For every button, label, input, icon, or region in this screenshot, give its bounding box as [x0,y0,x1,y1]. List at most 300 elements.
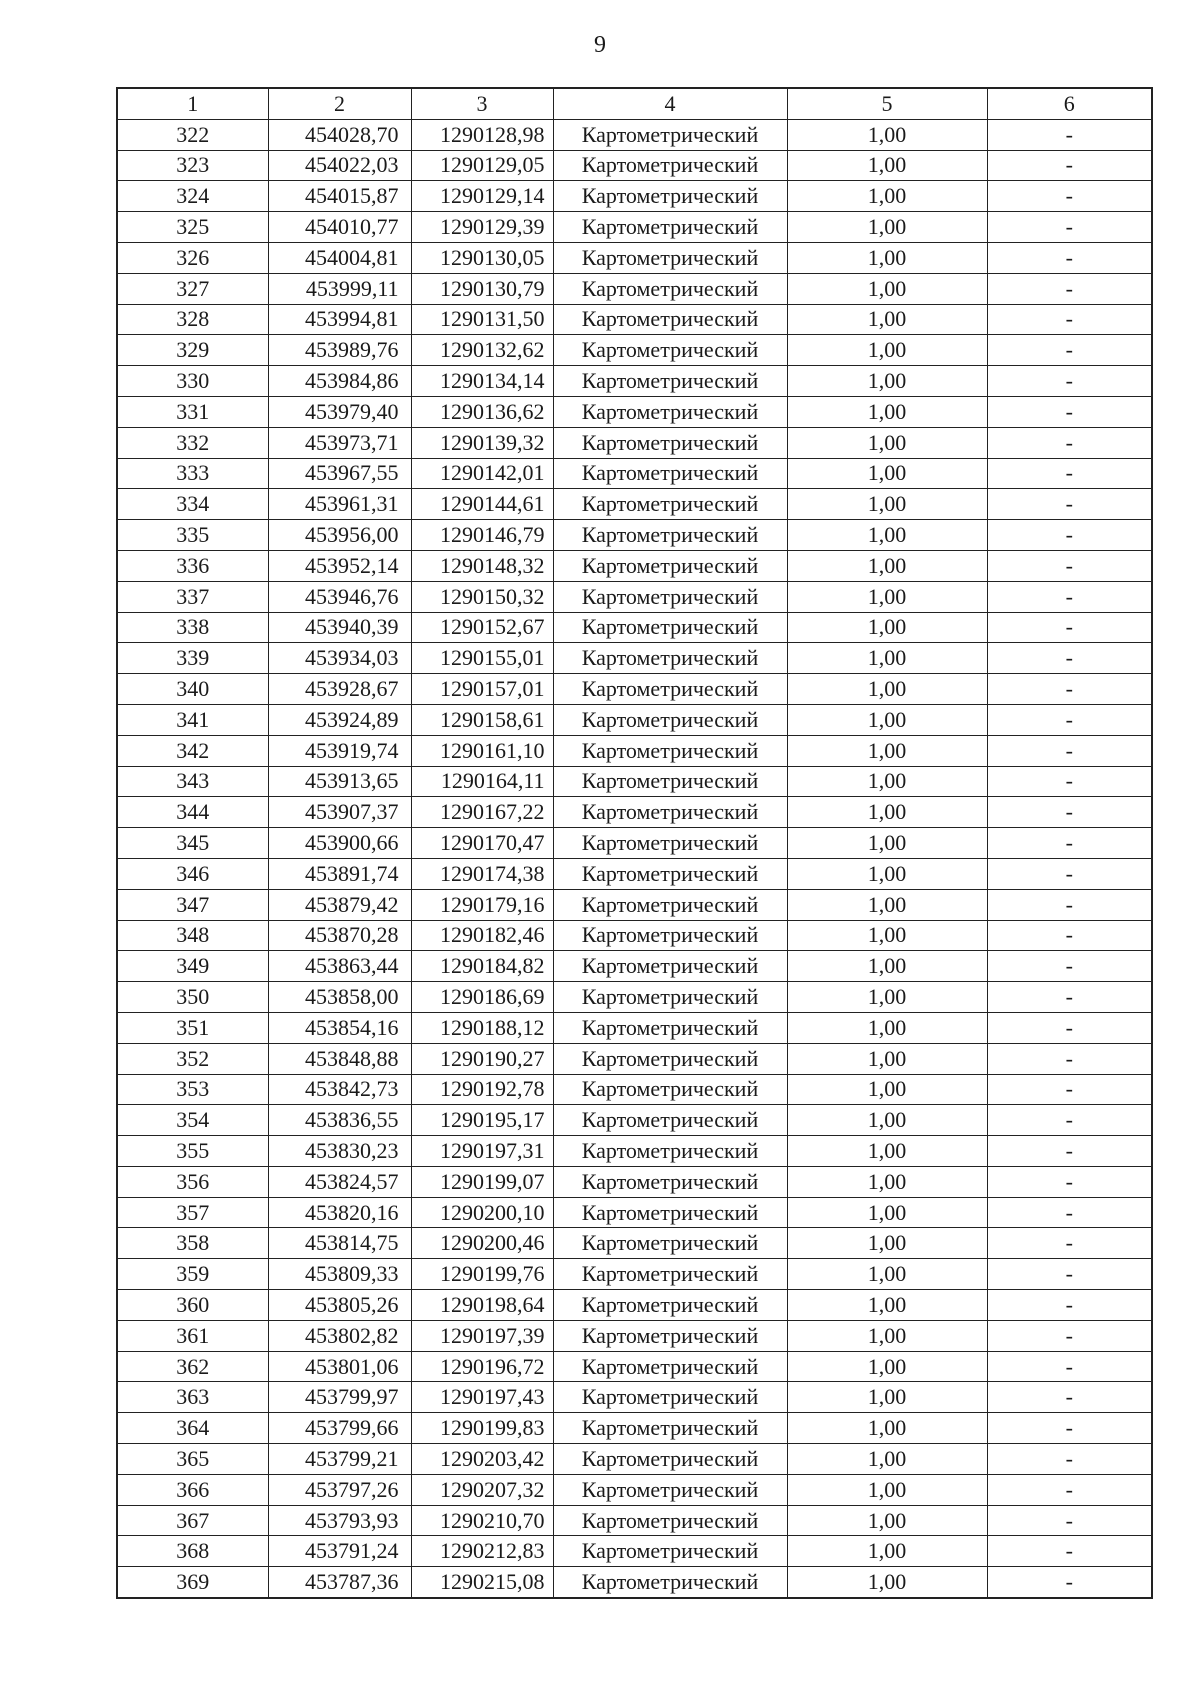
point-number-cell: 333 [117,458,268,489]
point-number-cell: 352 [117,1043,268,1074]
table-row [117,550,1152,581]
note-cell: - [987,889,1152,920]
table-row [117,643,1152,674]
x-coordinate-cell: 453984,86 [268,366,411,397]
accuracy-cell: 1,00 [787,766,987,797]
note-cell: - [987,581,1152,612]
point-number-cell: 364 [117,1413,268,1444]
table-row [117,1536,1152,1567]
y-coordinate-cell: 1290192,78 [411,1074,553,1105]
table-row [117,520,1152,551]
accuracy-cell: 1,00 [787,458,987,489]
accuracy-cell: 1,00 [787,735,987,766]
method-cell: Картометрический [553,304,787,335]
x-coordinate-cell: 453879,42 [268,889,411,920]
accuracy-cell: 1,00 [787,1197,987,1228]
table-row [117,858,1152,889]
y-coordinate-cell: 1290129,14 [411,181,553,212]
table-row [117,982,1152,1013]
y-coordinate-cell: 1290148,32 [411,550,553,581]
point-number-cell: 344 [117,797,268,828]
x-coordinate-cell: 453900,66 [268,828,411,859]
y-coordinate-cell: 1290197,39 [411,1320,553,1351]
y-coordinate-cell: 1290130,05 [411,242,553,273]
table-row [117,797,1152,828]
x-coordinate-cell: 453793,93 [268,1505,411,1536]
x-coordinate-cell: 453919,74 [268,735,411,766]
table-row [117,1444,1152,1475]
accuracy-cell: 1,00 [787,1166,987,1197]
note-cell: - [987,797,1152,828]
table-row [117,427,1152,458]
note-cell: - [987,427,1152,458]
y-coordinate-cell: 1290167,22 [411,797,553,828]
point-number-cell: 323 [117,150,268,181]
accuracy-cell: 1,00 [787,427,987,458]
method-cell: Картометрический [553,520,787,551]
table-row [117,1567,1152,1598]
point-number-cell: 350 [117,982,268,1013]
y-coordinate-cell: 1290207,32 [411,1474,553,1505]
x-coordinate-cell: 453836,55 [268,1105,411,1136]
x-coordinate-cell: 453973,71 [268,427,411,458]
point-number-cell: 362 [117,1351,268,1382]
note-cell: - [987,735,1152,766]
point-number-cell: 369 [117,1567,268,1598]
accuracy-cell: 1,00 [787,1012,987,1043]
y-coordinate-cell: 1290146,79 [411,520,553,551]
x-coordinate-cell: 453787,36 [268,1567,411,1598]
method-cell: Картометрический [553,273,787,304]
table-row [117,1043,1152,1074]
point-number-cell: 322 [117,119,268,150]
x-coordinate-cell: 453820,16 [268,1197,411,1228]
x-coordinate-cell: 453956,00 [268,520,411,551]
table-row [117,951,1152,982]
point-number-cell: 341 [117,704,268,735]
table-row [117,304,1152,335]
accuracy-cell: 1,00 [787,1320,987,1351]
point-number-cell: 365 [117,1444,268,1475]
y-coordinate-cell: 1290199,07 [411,1166,553,1197]
y-coordinate-cell: 1290155,01 [411,643,553,674]
accuracy-cell: 1,00 [787,1413,987,1444]
table-row [117,366,1152,397]
accuracy-cell: 1,00 [787,828,987,859]
x-coordinate-cell: 453814,75 [268,1228,411,1259]
table-row [117,1166,1152,1197]
column-header-5: 5 [787,88,987,119]
table-row [117,581,1152,612]
accuracy-cell: 1,00 [787,982,987,1013]
x-coordinate-cell: 453858,00 [268,982,411,1013]
method-cell: Картометрический [553,920,787,951]
point-number-cell: 351 [117,1012,268,1043]
x-coordinate-cell: 453961,31 [268,489,411,520]
method-cell: Картометрический [553,766,787,797]
table-row [117,150,1152,181]
table-row [117,1505,1152,1536]
note-cell: - [987,489,1152,520]
note-cell: - [987,1166,1152,1197]
accuracy-cell: 1,00 [787,1259,987,1290]
note-cell: - [987,550,1152,581]
point-number-cell: 340 [117,674,268,705]
note-cell: - [987,1567,1152,1598]
point-number-cell: 347 [117,889,268,920]
x-coordinate-cell: 453913,65 [268,766,411,797]
x-coordinate-cell: 453870,28 [268,920,411,951]
accuracy-cell: 1,00 [787,1474,987,1505]
x-coordinate-cell: 453999,11 [268,273,411,304]
method-cell: Картометрический [553,1351,787,1382]
y-coordinate-cell: 1290158,61 [411,704,553,735]
note-cell: - [987,335,1152,366]
accuracy-cell: 1,00 [787,797,987,828]
x-coordinate-cell: 453799,66 [268,1413,411,1444]
x-coordinate-cell: 453799,97 [268,1382,411,1413]
note-cell: - [987,150,1152,181]
method-cell: Картометрический [553,489,787,520]
accuracy-cell: 1,00 [787,1228,987,1259]
note-cell: - [987,704,1152,735]
point-number-cell: 342 [117,735,268,766]
x-coordinate-cell: 453854,16 [268,1012,411,1043]
accuracy-cell: 1,00 [787,612,987,643]
x-coordinate-cell: 454028,70 [268,119,411,150]
note-cell: - [987,1074,1152,1105]
y-coordinate-cell: 1290215,08 [411,1567,553,1598]
y-coordinate-cell: 1290190,27 [411,1043,553,1074]
table-row [117,181,1152,212]
table-row [117,889,1152,920]
x-coordinate-cell: 453809,33 [268,1259,411,1290]
method-cell: Картометрический [553,181,787,212]
point-number-cell: 324 [117,181,268,212]
x-coordinate-cell: 453824,57 [268,1166,411,1197]
note-cell: - [987,1505,1152,1536]
table-row [117,766,1152,797]
y-coordinate-cell: 1290188,12 [411,1012,553,1043]
table-row [117,1197,1152,1228]
point-number-cell: 349 [117,951,268,982]
method-cell: Картометрический [553,1382,787,1413]
table-row [117,920,1152,951]
note-cell: - [987,458,1152,489]
point-number-cell: 329 [117,335,268,366]
accuracy-cell: 1,00 [787,1444,987,1475]
y-coordinate-cell: 1290136,62 [411,396,553,427]
y-coordinate-cell: 1290198,64 [411,1290,553,1321]
y-coordinate-cell: 1290199,76 [411,1259,553,1290]
method-cell: Картометрический [553,951,787,982]
point-number-cell: 332 [117,427,268,458]
method-cell: Картометрический [553,458,787,489]
accuracy-cell: 1,00 [787,150,987,181]
accuracy-cell: 1,00 [787,1136,987,1167]
method-cell: Картометрический [553,150,787,181]
y-coordinate-cell: 1290186,69 [411,982,553,1013]
point-number-cell: 343 [117,766,268,797]
x-coordinate-cell: 453924,89 [268,704,411,735]
note-cell: - [987,674,1152,705]
accuracy-cell: 1,00 [787,520,987,551]
note-cell: - [987,982,1152,1013]
table-row [117,1105,1152,1136]
x-coordinate-cell: 453791,24 [268,1536,411,1567]
x-coordinate-cell: 453802,82 [268,1320,411,1351]
table-row [117,1012,1152,1043]
point-number-cell: 368 [117,1536,268,1567]
y-coordinate-cell: 1290212,83 [411,1536,553,1567]
y-coordinate-cell: 1290197,43 [411,1382,553,1413]
point-number-cell: 363 [117,1382,268,1413]
method-cell: Картометрический [553,735,787,766]
point-number-cell: 336 [117,550,268,581]
note-cell: - [987,612,1152,643]
method-cell: Картометрический [553,889,787,920]
method-cell: Картометрический [553,643,787,674]
note-cell: - [987,1228,1152,1259]
method-cell: Картометрический [553,1012,787,1043]
method-cell: Картометрический [553,335,787,366]
point-number-cell: 337 [117,581,268,612]
y-coordinate-cell: 1290142,01 [411,458,553,489]
accuracy-cell: 1,00 [787,581,987,612]
x-coordinate-cell: 453928,67 [268,674,411,705]
method-cell: Картометрический [553,1074,787,1105]
note-cell: - [987,1290,1152,1321]
table-body [117,119,1152,1598]
note-cell: - [987,119,1152,150]
note-cell: - [987,1413,1152,1444]
note-cell: - [987,1197,1152,1228]
table-row [117,612,1152,643]
table-row [117,1382,1152,1413]
y-coordinate-cell: 1290139,32 [411,427,553,458]
table-row [117,735,1152,766]
note-cell: - [987,643,1152,674]
accuracy-cell: 1,00 [787,889,987,920]
note-cell: - [987,212,1152,243]
accuracy-cell: 1,00 [787,674,987,705]
table-row [117,212,1152,243]
note-cell: - [987,1136,1152,1167]
table-row [117,1474,1152,1505]
method-cell: Картометрический [553,1320,787,1351]
method-cell: Картометрический [553,828,787,859]
accuracy-cell: 1,00 [787,643,987,674]
x-coordinate-cell: 454010,77 [268,212,411,243]
method-cell: Картометрический [553,674,787,705]
y-coordinate-cell: 1290131,50 [411,304,553,335]
y-coordinate-cell: 1290152,67 [411,612,553,643]
x-coordinate-cell: 454004,81 [268,242,411,273]
table-row [117,1074,1152,1105]
point-number-cell: 356 [117,1166,268,1197]
accuracy-cell: 1,00 [787,1567,987,1598]
accuracy-cell: 1,00 [787,858,987,889]
x-coordinate-cell: 453830,23 [268,1136,411,1167]
table-row [117,1259,1152,1290]
method-cell: Картометрический [553,427,787,458]
method-cell: Картометрический [553,1536,787,1567]
point-number-cell: 327 [117,273,268,304]
accuracy-cell: 1,00 [787,1505,987,1536]
point-number-cell: 328 [117,304,268,335]
method-cell: Картометрический [553,1166,787,1197]
method-cell: Картометрический [553,858,787,889]
accuracy-cell: 1,00 [787,335,987,366]
x-coordinate-cell: 454015,87 [268,181,411,212]
x-coordinate-cell: 453989,76 [268,335,411,366]
method-cell: Картометрический [553,704,787,735]
y-coordinate-cell: 1290150,32 [411,581,553,612]
table-row [117,1320,1152,1351]
note-cell: - [987,181,1152,212]
accuracy-cell: 1,00 [787,304,987,335]
column-header-3: 3 [411,88,553,119]
x-coordinate-cell: 453891,74 [268,858,411,889]
point-number-cell: 334 [117,489,268,520]
y-coordinate-cell: 1290144,61 [411,489,553,520]
point-number-cell: 357 [117,1197,268,1228]
point-number-cell: 335 [117,520,268,551]
note-cell: - [987,1351,1152,1382]
table-row [117,242,1152,273]
method-cell: Картометрический [553,550,787,581]
page-number: 9 [594,32,606,58]
note-cell: - [987,1320,1152,1351]
x-coordinate-cell: 454022,03 [268,150,411,181]
point-number-cell: 359 [117,1259,268,1290]
method-cell: Картометрический [553,396,787,427]
accuracy-cell: 1,00 [787,1536,987,1567]
point-number-cell: 339 [117,643,268,674]
accuracy-cell: 1,00 [787,1290,987,1321]
method-cell: Картометрический [553,612,787,643]
note-cell: - [987,520,1152,551]
table-row [117,1413,1152,1444]
x-coordinate-cell: 453799,21 [268,1444,411,1475]
x-coordinate-cell: 453797,26 [268,1474,411,1505]
y-coordinate-cell: 1290195,17 [411,1105,553,1136]
table-row [117,1136,1152,1167]
point-number-cell: 345 [117,828,268,859]
method-cell: Картометрический [553,1505,787,1536]
method-cell: Картометрический [553,242,787,273]
y-coordinate-cell: 1290179,16 [411,889,553,920]
x-coordinate-cell: 453979,40 [268,396,411,427]
table-row [117,704,1152,735]
column-header-1: 1 [117,88,268,119]
method-cell: Картометрический [553,982,787,1013]
note-cell: - [987,951,1152,982]
method-cell: Картометрический [553,797,787,828]
note-cell: - [987,242,1152,273]
point-number-cell: 346 [117,858,268,889]
method-cell: Картометрический [553,1197,787,1228]
note-cell: - [987,1536,1152,1567]
y-coordinate-cell: 1290128,98 [411,119,553,150]
method-cell: Картометрический [553,119,787,150]
accuracy-cell: 1,00 [787,396,987,427]
accuracy-cell: 1,00 [787,489,987,520]
note-cell: - [987,1105,1152,1136]
method-cell: Картометрический [553,1105,787,1136]
y-coordinate-cell: 1290170,47 [411,828,553,859]
method-cell: Картометрический [553,1259,787,1290]
table-row [117,1228,1152,1259]
point-number-cell: 338 [117,612,268,643]
accuracy-cell: 1,00 [787,704,987,735]
y-coordinate-cell: 1290132,62 [411,335,553,366]
point-number-cell: 353 [117,1074,268,1105]
coordinates-table [116,87,1153,1599]
point-number-cell: 326 [117,242,268,273]
y-coordinate-cell: 1290174,38 [411,858,553,889]
column-header-2: 2 [268,88,411,119]
x-coordinate-cell: 453842,73 [268,1074,411,1105]
y-coordinate-cell: 1290134,14 [411,366,553,397]
method-cell: Картометрический [553,1474,787,1505]
accuracy-cell: 1,00 [787,550,987,581]
accuracy-cell: 1,00 [787,242,987,273]
y-coordinate-cell: 1290199,83 [411,1413,553,1444]
accuracy-cell: 1,00 [787,1074,987,1105]
table-row [117,273,1152,304]
note-cell: - [987,920,1152,951]
note-cell: - [987,828,1152,859]
method-cell: Картометрический [553,1567,787,1598]
column-header-6: 6 [987,88,1152,119]
y-coordinate-cell: 1290182,46 [411,920,553,951]
point-number-cell: 325 [117,212,268,243]
x-coordinate-cell: 453946,76 [268,581,411,612]
y-coordinate-cell: 1290203,42 [411,1444,553,1475]
x-coordinate-cell: 453994,81 [268,304,411,335]
x-coordinate-cell: 453907,37 [268,797,411,828]
accuracy-cell: 1,00 [787,1351,987,1382]
point-number-cell: 330 [117,366,268,397]
accuracy-cell: 1,00 [787,920,987,951]
table-row [117,489,1152,520]
method-cell: Картометрический [553,581,787,612]
header-row [117,88,1152,119]
note-cell: - [987,1012,1152,1043]
point-number-cell: 354 [117,1105,268,1136]
note-cell: - [987,304,1152,335]
y-coordinate-cell: 1290196,72 [411,1351,553,1382]
table-row [117,396,1152,427]
y-coordinate-cell: 1290164,11 [411,766,553,797]
point-number-cell: 367 [117,1505,268,1536]
point-number-cell: 360 [117,1290,268,1321]
x-coordinate-cell: 453952,14 [268,550,411,581]
method-cell: Картометрический [553,1444,787,1475]
x-coordinate-cell: 453848,88 [268,1043,411,1074]
point-number-cell: 355 [117,1136,268,1167]
y-coordinate-cell: 1290129,39 [411,212,553,243]
y-coordinate-cell: 1290161,10 [411,735,553,766]
table-row [117,1351,1152,1382]
x-coordinate-cell: 453801,06 [268,1351,411,1382]
table-row [117,119,1152,150]
note-cell: - [987,766,1152,797]
x-coordinate-cell: 453967,55 [268,458,411,489]
y-coordinate-cell: 1290129,05 [411,150,553,181]
table-row [117,335,1152,366]
